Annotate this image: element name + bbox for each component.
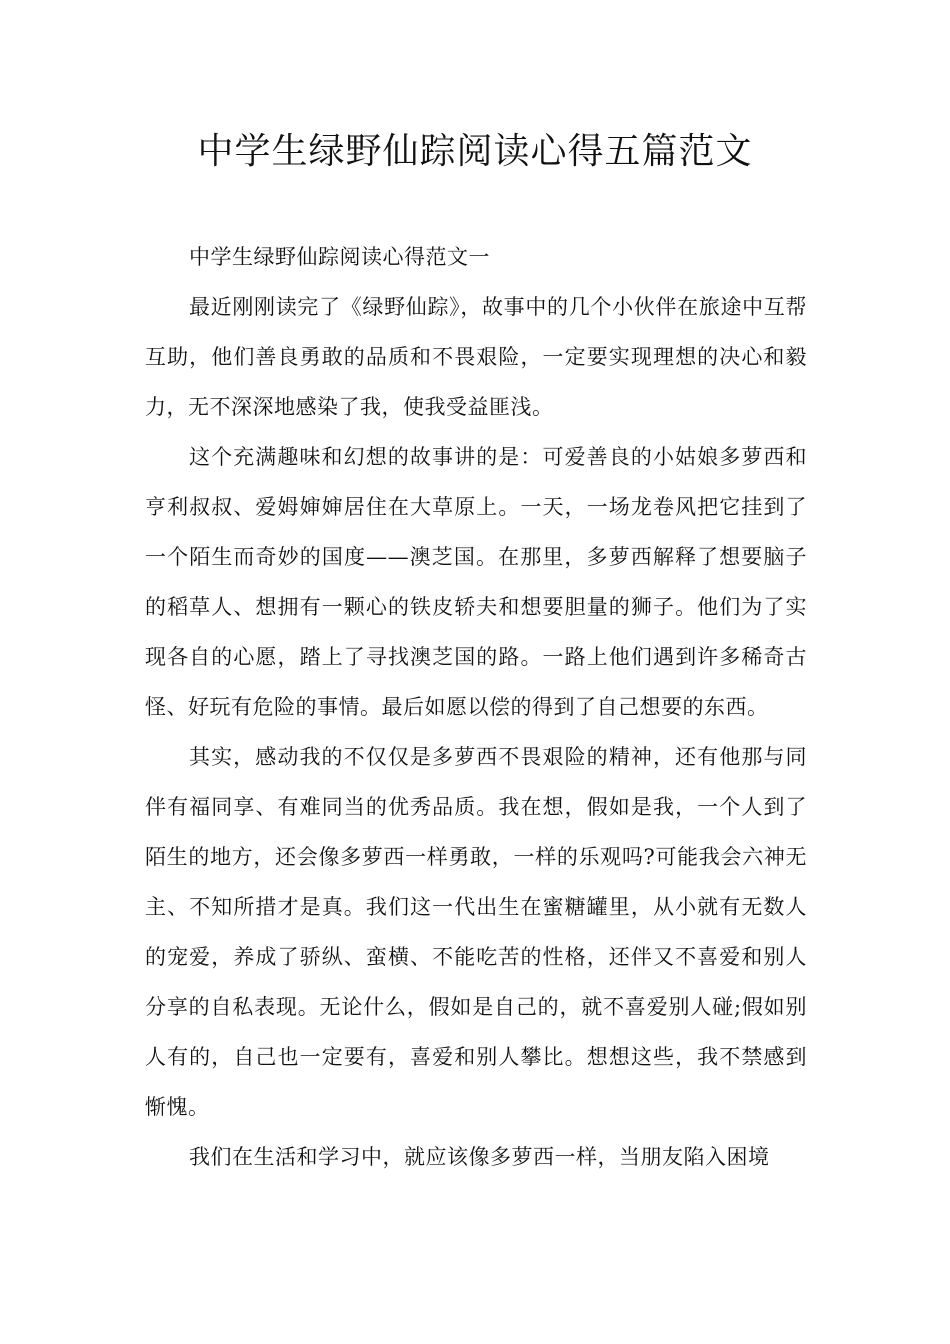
paragraph-3: 其实，感动我的不仅仅是多萝西不畏艰险的精神，还有他那与同伴有福同享、有难同当的优秀品质。我在想，假如是我，一个人到了陌生的地方，还会像多萝西一样勇敢，一样的乐观吗?可能我会六神无主、不知所措才是真。我们这一代出生在蜜糖罐里，从小就有无数人的宠爱，养成了骄纵、蛮横、不能吃苦的性格，还伴又不喜爱和别人分享的自私表现。无论什么，假如是自己的，就不喜爱别人碰;假如别人有的，自己也一定要有，喜爱和别人攀比。想想这些，我不禁感到惭愧。 xyxy=(145,745,807,1119)
document-body xyxy=(145,232,807,1182)
paragraph-1: 最近刚刚读完了《绿野仙踪》，故事中的几个小伙伴在旅途中互帮互助，他们善良勇敢的品质和不畏艰险，一定要实现理想的决心和毅力，无不深深地感染了我，使我受益匪浅。 xyxy=(145,295,807,419)
paragraph-2: 这个充满趣味和幻想的故事讲的是：可爱善良的小姑娘多萝西和亨利叔叔、爱姆婶婶居住在大草原上。一天，一场龙卷风把它挂到了一个陌生而奇妙的国度——澳芝国。在那里，多萝西解释了想要脑子的稻草人、想拥有一颗心的铁皮轿夫和想要胆量的狮子。他们为了实现各自的心愿，踏上了寻找澳芝国的路。一路上他们遇到许多稀奇古怪、好玩有危险的事情。最后如愿以偿的得到了自己想要的东西。 xyxy=(145,445,807,719)
document-title: 中学生绿野仙踪阅读心得五篇范文 xyxy=(197,131,753,172)
paragraph-4: 我们在生活和学习中，就应该像多萝西一样，当朋友陷入困境 xyxy=(189,1145,770,1169)
section-heading: 中学生绿野仙踪阅读心得范文一 xyxy=(189,245,490,269)
